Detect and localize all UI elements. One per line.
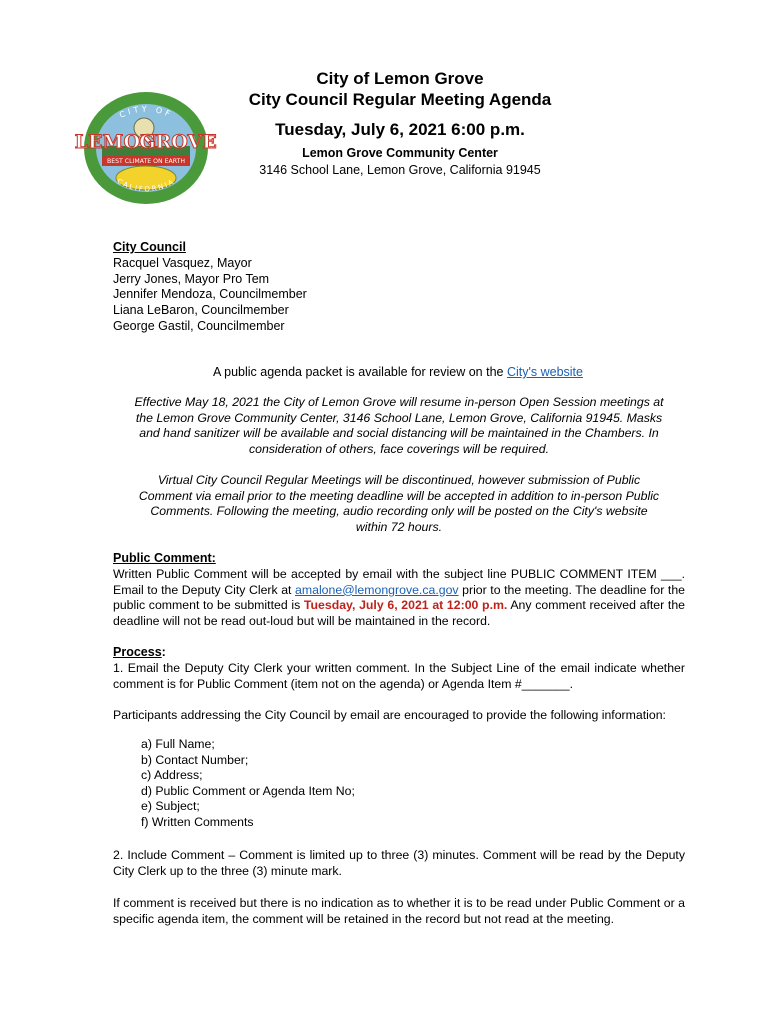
list-item: c) Address; xyxy=(141,768,203,783)
public-comment-text: Written Public Comment will be accepted by email with the subject line PUBLIC COMMENT ITEM ___. Email to the Deputy City Clerk at xyxy=(113,567,685,597)
closing-paragraph: If comment is received but there is no indication as to whether it is to be read under Public Comment or a specific agenda item, the comment will be retained in the record but not read at the meeting. xyxy=(113,896,685,926)
participants-paragraph: Participants addressing the City Council by email are encouraged to provide the following information: xyxy=(113,708,666,722)
clerk-email-link[interactable]: amalone@lemongrove.ca.gov xyxy=(295,582,459,597)
process-step-1: 1. Email the Deputy City Clerk your written comment. In the Subject Line of the email indicate whether comment is for Public Comment (item not on the agenda) or Agenda Item #_______. xyxy=(113,661,685,691)
process-heading-colon: : xyxy=(161,645,166,659)
city-website-link[interactable]: City's website xyxy=(506,365,583,379)
council-heading: City Council xyxy=(113,240,186,254)
notice-line: and hand sanitizer will be available and social distancing will be maintained in the Chambers. In xyxy=(139,426,659,441)
notice-line: Effective May 18, 2021 the City of Lemon Grove will resume in-person Open Session meetings at xyxy=(134,395,664,409)
public-comment-paragraph xyxy=(113,567,685,630)
process-step-2: 2. Include Comment – Comment is limited up to three (3) minutes. Comment will be read by the Deputy City Clerk up to the three (3) minute mark. xyxy=(113,848,685,878)
packet-notice-text: A public agenda packet is available for review on the xyxy=(213,365,507,379)
list-item: d) Public Comment or Agenda Item No; xyxy=(141,783,355,798)
packet-notice xyxy=(113,365,683,379)
notice-line: within 72 hours. xyxy=(355,520,443,535)
meeting-address: 3146 School Lane, Lemon Grove, California 91945 xyxy=(259,163,541,177)
council-member: Jerry Jones, Mayor Pro Tem xyxy=(113,271,270,286)
council-member: Racquel Vasquez, Mayor xyxy=(113,255,252,270)
list-item: a) Full Name; xyxy=(141,737,215,751)
public-comment-text: prior to the meeting. The deadline for the public comment to be submitted is xyxy=(113,582,685,613)
process-heading-wrap xyxy=(113,645,166,659)
process-heading: Process xyxy=(113,645,162,659)
svg-text:CITY OF: CITY OF xyxy=(117,104,175,120)
deadline-text: Tuesday, July 6, 2021 at 12:00 p.m. xyxy=(303,598,508,613)
city-name-heading: City of Lemon Grove xyxy=(316,69,484,88)
council-member: George Gastil, Councilmember xyxy=(113,318,285,333)
public-comment-text: Any comment received after the deadline will not be read out-loud but will be maintained in the record. xyxy=(113,598,685,629)
city-seal-logo xyxy=(72,88,220,208)
required-info-list xyxy=(141,737,355,831)
list-item: e) Subject; xyxy=(141,799,200,814)
notice-line: Virtual City Council Regular Meetings will be discontinued, however submission of Public xyxy=(157,473,641,487)
notice-line: Comment via email prior to the meeting deadline will be accepted in addition to in-person Public xyxy=(138,488,660,503)
svg-text:LEMON: LEMON xyxy=(74,131,158,153)
svg-text:GROVE: GROVE xyxy=(139,131,217,153)
meeting-date: Tuesday, July 6, 2021 6:00 p.m. xyxy=(275,120,525,139)
list-item: b) Contact Number; xyxy=(141,752,249,767)
notice-line: the Lemon Grove Community Center, 3146 School Lane, Lemon Grove, California 91945. Masks xyxy=(135,410,663,425)
agenda-title: City Council Regular Meeting Agenda xyxy=(248,90,552,109)
notice-line: Comments. Following the meeting, audio recording only will be posted on the City's website xyxy=(150,504,648,519)
in-person-meeting-notice xyxy=(113,395,685,458)
meeting-venue: Lemon Grove Community Center xyxy=(302,146,498,160)
virtual-meeting-notice xyxy=(113,473,685,536)
list-item: f) Written Comments xyxy=(141,814,254,829)
council-member: Liana LeBaron, Councilmember xyxy=(113,303,289,318)
council-member: Jennifer Mendoza, Councilmember xyxy=(113,287,307,302)
svg-text:CALIFORNIA: CALIFORNIA xyxy=(115,177,177,194)
public-comment-heading: Public Comment: xyxy=(113,551,216,565)
council-roster xyxy=(113,240,307,335)
notice-line: consideration of others, face coverings will be required. xyxy=(248,442,550,457)
svg-text:BEST CLIMATE ON EARTH: BEST CLIMATE ON EARTH xyxy=(106,158,186,165)
